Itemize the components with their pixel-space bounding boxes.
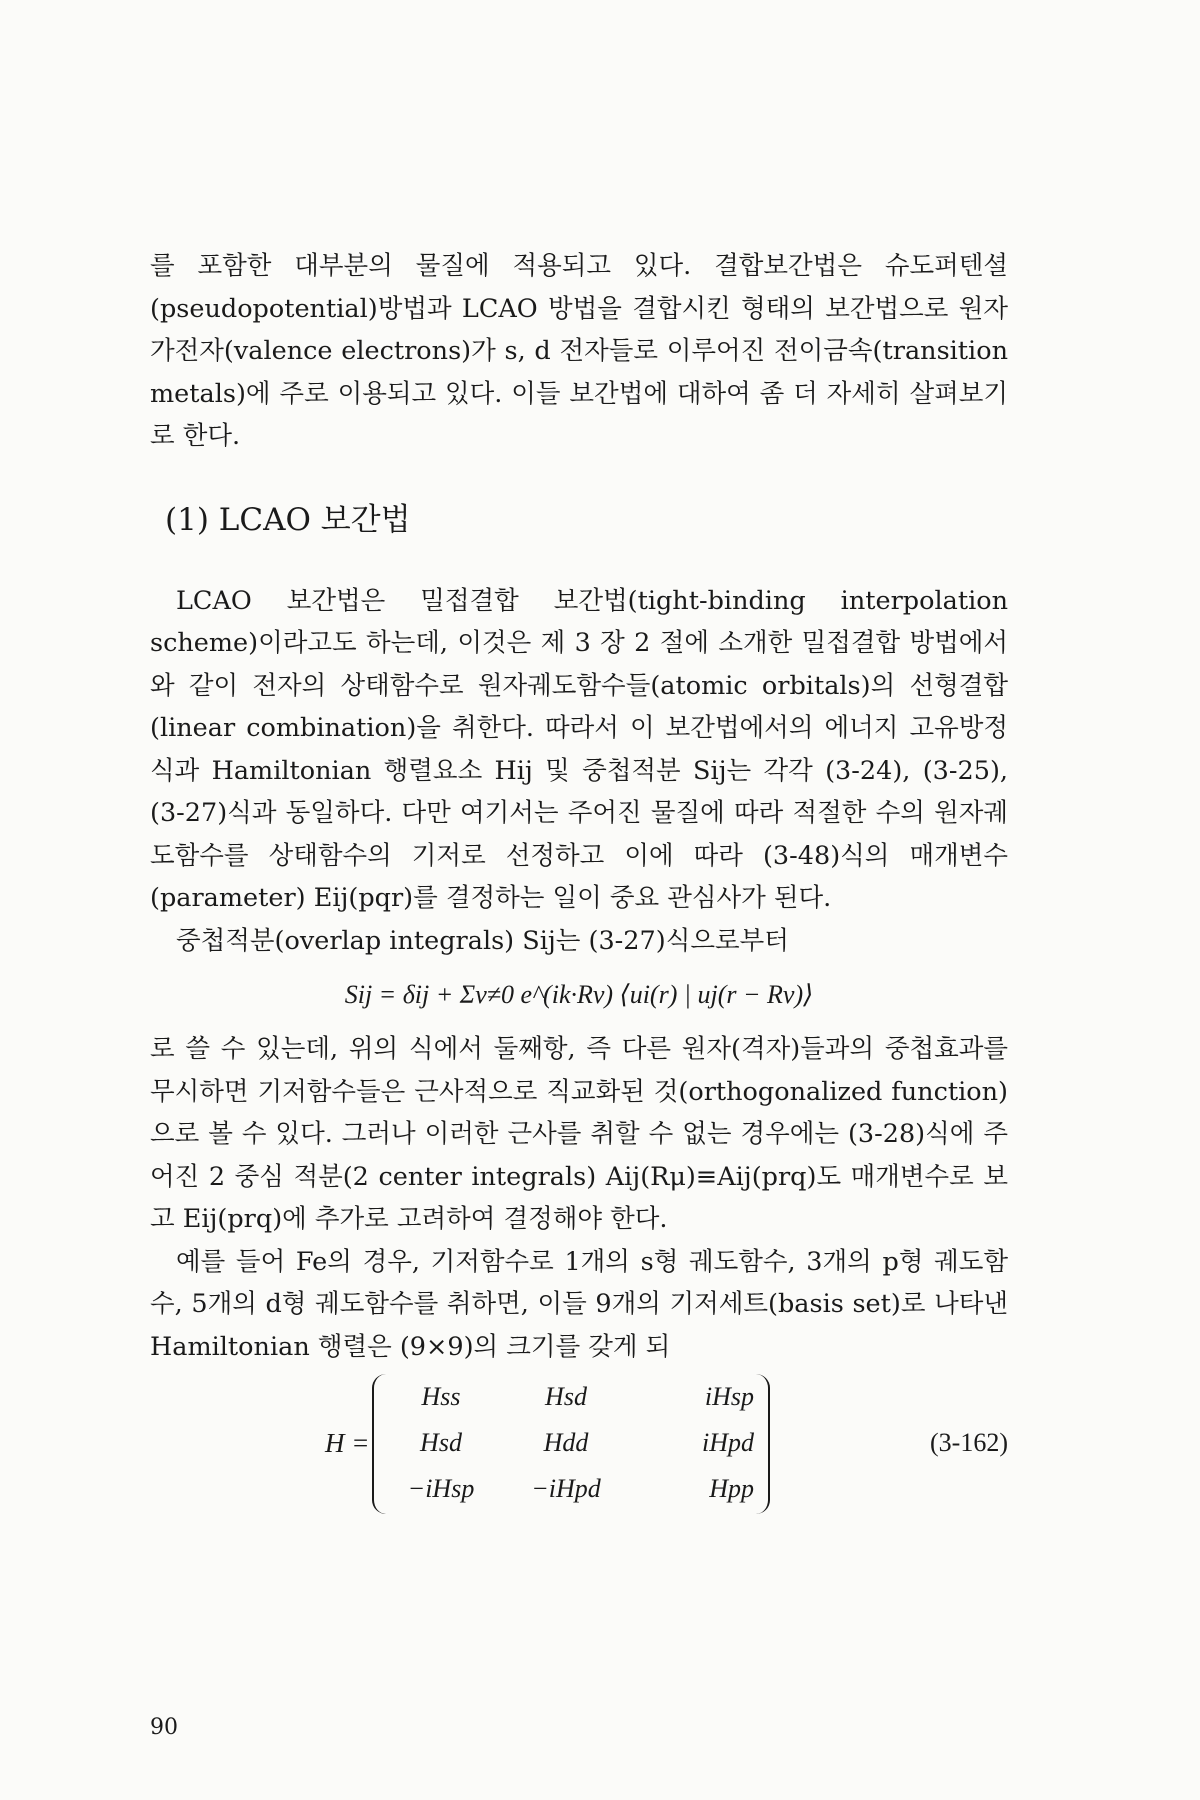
hamiltonian-matrix-equation xyxy=(150,1374,1008,1524)
matrix-cell: −iHpd xyxy=(531,1473,601,1503)
matrix-cell: Hdd xyxy=(543,1427,589,1457)
paragraph-5: 예를 들어 Fe의 경우, 기저함수로 1개의 s형 궤도함수, 3개의 p형 궤도함수, 5개의 d형 궤도함수를 취하면, 이들 9개의 기저세트(basis set)로 나타낸 Hamiltonian 행렬은 (9×9)의 크기를 갖게 되 xyxy=(150,1246,1008,1362)
matrix-cell: −iHsp xyxy=(407,1473,475,1503)
overlap-formula: Sij = δij + Σν≠0 e^(ik·Rν) ⟨ui(r) | uj(r − Rν)⟩ xyxy=(344,980,814,1009)
matrix-cell: iHpd xyxy=(702,1427,754,1457)
matrix-grid xyxy=(382,1374,762,1514)
matrix-lhs: H = xyxy=(325,1428,370,1458)
page-number: 90 xyxy=(150,1715,178,1740)
matrix-cell: Hsd xyxy=(545,1381,587,1411)
matrix-cell: Hpp xyxy=(709,1473,754,1503)
right-parenthesis xyxy=(750,1374,770,1514)
matrix-cell: Hss xyxy=(421,1381,461,1411)
paragraph-1: 를 포함한 대부분의 물질에 적용되고 있다. 결합보간법은 슈도퍼텐셜(pseudopotential)방법과 LCAO 방법을 결합시킨 형태의 보간법으로 원자가전자(valence electrons)가 s, d 전자들로 이루어진 전이금속(transition metals)에 주로 이용되고 있다. 이들 보간법에 대하여 좀 더 자세히 살펴보기로 한다. xyxy=(150,251,1008,451)
equation-number: (3-162) xyxy=(930,1428,1008,1457)
matrix-cell: Hsd xyxy=(420,1427,462,1457)
paragraph-3: 중첩적분(overlap integrals) Sij는 (3-27)식으로부터 xyxy=(176,925,789,956)
paragraph-2: LCAO 보간법은 밀접결합 보간법(tight-binding interpolation scheme)이라고도 하는데, 이것은 제 3 장 2 절에 소개한 밀접결합 방법에서와 같이 전자의 상태함수로 원자궤도함수들(atomic orbitals)의 선형결합(linear combination)을 취한다. 따라서 이 보간법에서의 에너지 고유방정식과 Hamiltonian 행렬요소 Hij 및 중첩적분 Sij는 각각 (3-24), (3-25), (3-27)식과 동일하다. 다만 여기서는 주어진 물질에 따라 적절한 수의 원자궤도함수를 상태함수의 기저로 선정하고 이에 따라 (3-48)식의 매개변수(parameter) Eij(pqr)를 결정하는 일이 중요 관심사가 된다. xyxy=(150,585,1008,913)
page-body xyxy=(150,245,1008,1524)
section-heading: (1) LCAO 보간법 xyxy=(165,501,411,538)
matrix-cell: iHsp xyxy=(704,1381,754,1411)
paragraph-4: 로 쓸 수 있는데, 위의 식에서 둘째항, 즉 다른 원자(격자)들과의 중첩효과를 무시하면 기저함수들은 근사적으로 직교화된 것(orthogonalized function)으로 볼 수 있다. 그러나 이러한 근사를 취할 수 없는 경우에는 (3-28)식에 주어진 2 중심 적분(2 center integrals) Aij(Rμ)≡Aij(prq)도 매개변수로 보고 Eij(prq)에 추가로 고려하여 결정해야 한다. xyxy=(150,1034,1008,1234)
